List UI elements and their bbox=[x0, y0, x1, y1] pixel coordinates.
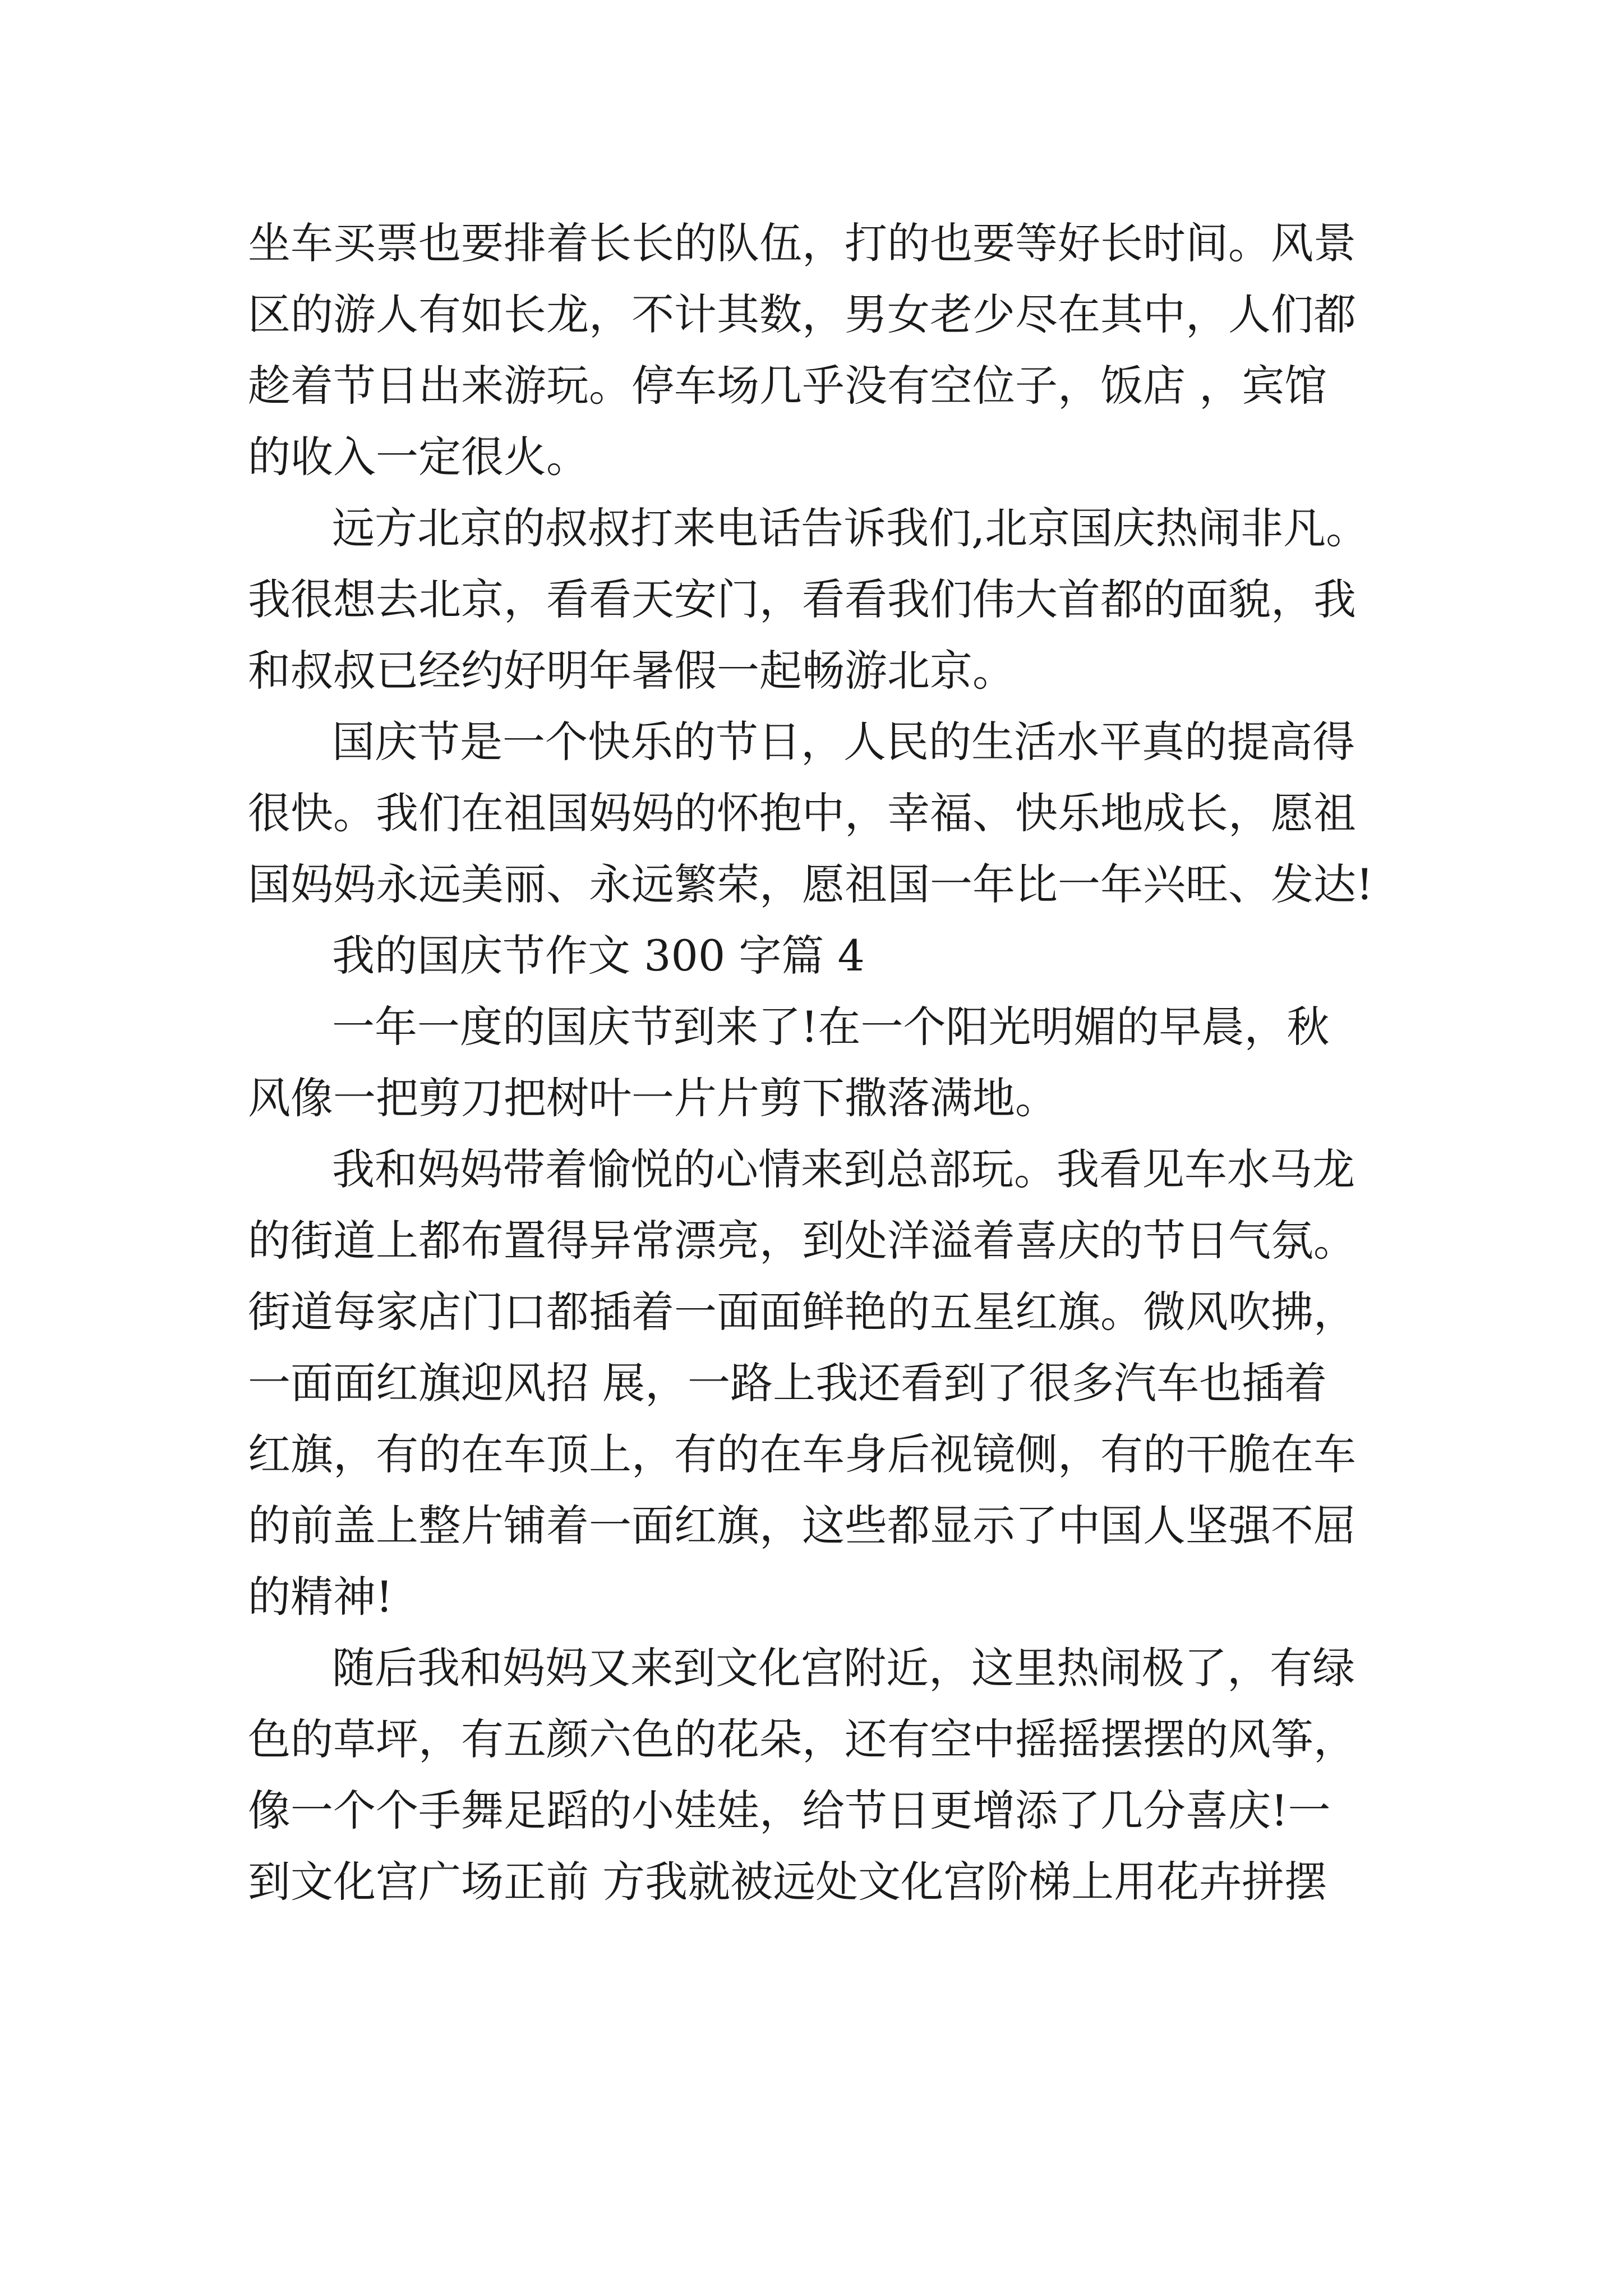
text-line: 国庆节是一个快乐的节日，人民的生活水平真的提高得 bbox=[332, 717, 1355, 767]
body-text bbox=[248, 208, 1381, 1917]
text-line: 的精神! bbox=[248, 1572, 393, 1622]
text-line: 一年一度的国庆节到来了!在一个阳光明媚的早晨，秋 bbox=[332, 1002, 1330, 1052]
text-line: 我和妈妈带着愉悦的心情来到总部玩。我看见车水马龙 bbox=[332, 1144, 1355, 1194]
text-line: 红旗，有的在车顶上，有的在车身后视镜侧，有的干脆在车 bbox=[248, 1429, 1356, 1479]
text-line: 街道每家店门口都插着一面面鲜艳的五星红旗。微风吹拂， bbox=[248, 1287, 1356, 1337]
text-line: 的街道上都布置得异常漂亮，到处洋溢着喜庆的节日气氛。 bbox=[248, 1216, 1356, 1266]
text-line: 很快。我们在祖国妈妈的怀抱中，幸福、快乐地成长，愿祖 bbox=[248, 788, 1356, 838]
text-line: 随后我和妈妈又来到文化宫附近，这里热闹极了，有绿 bbox=[332, 1643, 1355, 1693]
text-line: 区的游人有如长龙，不计其数，男女老少尽在其中，人们都 bbox=[248, 289, 1356, 339]
text-line: 和叔叔已经约好明年暑假一起畅游北京。 bbox=[248, 646, 1015, 696]
text-line: 趁着节日出来游玩。停车场几乎没有空位子，饭店 ，宾馆 bbox=[248, 361, 1327, 411]
text-line: 我很想去北京，看看天安门，看看我们伟大首都的面貌，我 bbox=[248, 574, 1356, 624]
text-line: 一面面红旗迎风招 展，一路上我还看到了很多汽车也插着 bbox=[248, 1358, 1327, 1408]
text-line: 我的国庆节作文 300 字篇 4 bbox=[332, 931, 865, 981]
text-line: 到文化宫广场正前 方我就被远处文化宫阶梯上用花卉拼摆 bbox=[248, 1857, 1327, 1907]
text-line: 远方北京的叔叔打来电话告诉我们,北京国庆热闹非凡。 bbox=[332, 503, 1369, 553]
text-line: 像一个个手舞足蹈的小娃娃，给节日更增添了几分喜庆!一 bbox=[248, 1786, 1331, 1835]
text-line: 色的草坪，有五颜六色的花朵，还有空中摇摇摆摆的风筝， bbox=[248, 1714, 1356, 1764]
text-line: 国妈妈永远美丽、永远繁荣，愿祖国一年比一年兴旺、发达! bbox=[248, 859, 1373, 909]
text-line: 的收入一定很火。 bbox=[248, 432, 589, 482]
text-line: 风像一把剪刀把树叶一片片剪下撒落满地。 bbox=[248, 1073, 1058, 1123]
text-line: 坐车买票也要排着长长的队伍，打的也要等好长时间。风景 bbox=[248, 218, 1356, 268]
text-line: 的前盖上整片铺着一面红旗，这些都显示了中国人坚强不屈 bbox=[248, 1501, 1356, 1550]
